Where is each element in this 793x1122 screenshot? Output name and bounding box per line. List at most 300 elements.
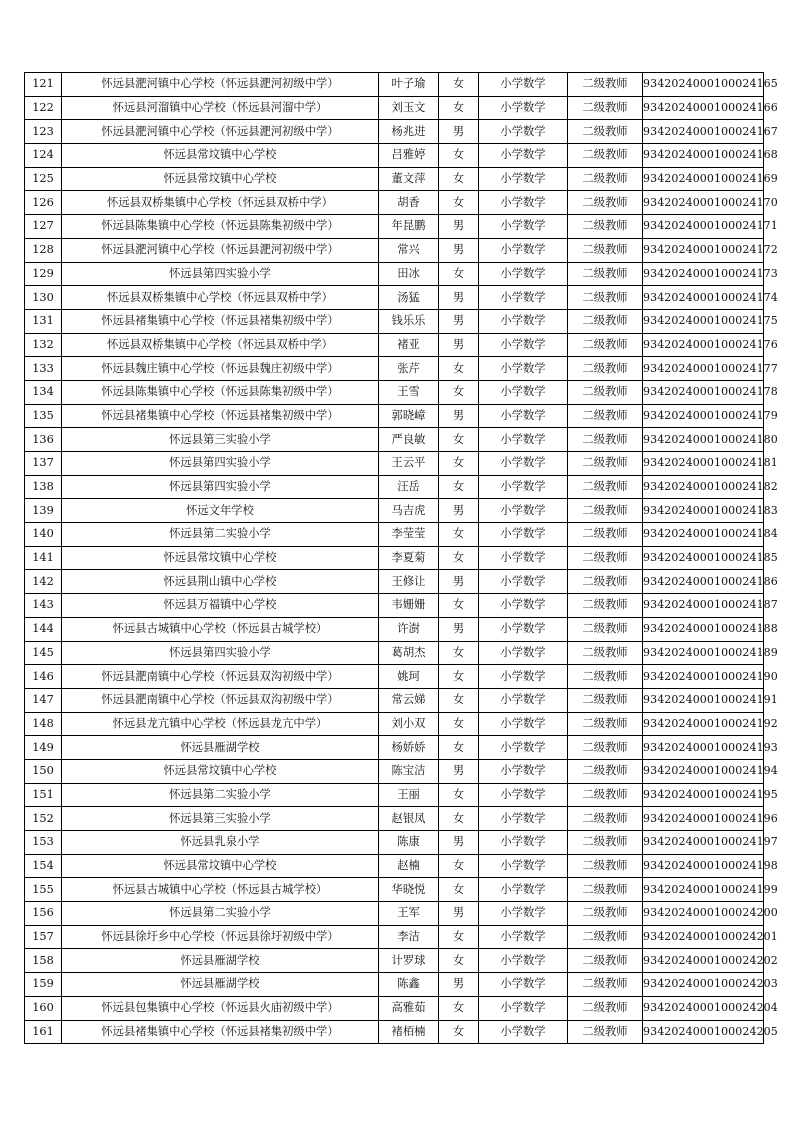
gender-cell: 女: [439, 167, 479, 191]
subject-cell: 小学数学: [479, 1020, 568, 1044]
row-number-cell: 130: [25, 286, 62, 310]
certificate-number-cell: 9342024000100024195: [643, 783, 764, 807]
title-cell: 二级教师: [568, 523, 643, 547]
subject-cell: 小学数学: [479, 878, 568, 902]
row-number-cell: 147: [25, 688, 62, 712]
gender-cell: 女: [439, 996, 479, 1020]
school-cell: 怀远县古城镇中心学校（怀远县古城学校）: [62, 617, 379, 641]
school-cell: 怀远县魏庄镇中心学校（怀远县魏庄初级中学）: [62, 357, 379, 381]
gender-cell: 女: [439, 712, 479, 736]
row-number-cell: 141: [25, 546, 62, 570]
table-row: [25, 570, 764, 594]
certificate-number-cell: 9342024000100024192: [643, 712, 764, 736]
gender-cell: 男: [439, 902, 479, 926]
gender-cell: 男: [439, 309, 479, 333]
title-cell: 二级教师: [568, 96, 643, 120]
certificate-number-cell: 9342024000100024174: [643, 286, 764, 310]
name-cell: 王雪: [379, 380, 439, 404]
name-cell: 陈康: [379, 831, 439, 855]
school-cell: 怀远县淝河镇中心学校（怀远县淝河初级中学）: [62, 238, 379, 262]
gender-cell: 女: [439, 878, 479, 902]
title-cell: 二级教师: [568, 309, 643, 333]
row-number-cell: 126: [25, 191, 62, 215]
school-cell: 怀远县淝河镇中心学校（怀远县淝河初级中学）: [62, 120, 379, 144]
name-cell: 李夏菊: [379, 546, 439, 570]
row-number-cell: 156: [25, 902, 62, 926]
title-cell: 二级教师: [568, 570, 643, 594]
row-number-cell: 161: [25, 1020, 62, 1044]
certificate-number-cell: 9342024000100024171: [643, 215, 764, 239]
table-row: [25, 452, 764, 476]
row-number-cell: 132: [25, 333, 62, 357]
certificate-number-cell: 9342024000100024179: [643, 404, 764, 428]
table-row: [25, 262, 764, 286]
title-cell: 二级教师: [568, 783, 643, 807]
teacher-list-table-container: [24, 72, 778, 1044]
certificate-number-cell: 9342024000100024168: [643, 144, 764, 168]
certificate-number-cell: 9342024000100024185: [643, 546, 764, 570]
title-cell: 二级教师: [568, 831, 643, 855]
certificate-number-cell: 9342024000100024203: [643, 973, 764, 997]
school-cell: 怀远县淝南镇中心学校（怀远县双沟初级中学）: [62, 665, 379, 689]
name-cell: 严良敏: [379, 428, 439, 452]
gender-cell: 男: [439, 617, 479, 641]
table-row: [25, 617, 764, 641]
subject-cell: 小学数学: [479, 262, 568, 286]
certificate-number-cell: 9342024000100024191: [643, 688, 764, 712]
table-row: [25, 144, 764, 168]
title-cell: 二级教师: [568, 807, 643, 831]
row-number-cell: 133: [25, 357, 62, 381]
table-row: [25, 191, 764, 215]
subject-cell: 小学数学: [479, 380, 568, 404]
name-cell: 王修让: [379, 570, 439, 594]
school-cell: 怀远县徐圩乡中心学校（怀远县徐圩初级中学）: [62, 925, 379, 949]
title-cell: 二级教师: [568, 262, 643, 286]
row-number-cell: 136: [25, 428, 62, 452]
name-cell: 高雅茹: [379, 996, 439, 1020]
gender-cell: 女: [439, 783, 479, 807]
certificate-number-cell: 9342024000100024190: [643, 665, 764, 689]
name-cell: 王军: [379, 902, 439, 926]
row-number-cell: 152: [25, 807, 62, 831]
row-number-cell: 123: [25, 120, 62, 144]
certificate-number-cell: 9342024000100024184: [643, 523, 764, 547]
school-cell: 怀远县第四实验小学: [62, 475, 379, 499]
subject-cell: 小学数学: [479, 736, 568, 760]
gender-cell: 女: [439, 191, 479, 215]
name-cell: 杨娇娇: [379, 736, 439, 760]
certificate-number-cell: 9342024000100024173: [643, 262, 764, 286]
school-cell: 怀远县常坟镇中心学校: [62, 854, 379, 878]
title-cell: 二级教师: [568, 215, 643, 239]
title-cell: 二级教师: [568, 191, 643, 215]
subject-cell: 小学数学: [479, 641, 568, 665]
title-cell: 二级教师: [568, 688, 643, 712]
table-row: [25, 238, 764, 262]
name-cell: 王云平: [379, 452, 439, 476]
row-number-cell: 145: [25, 641, 62, 665]
name-cell: 华晓悦: [379, 878, 439, 902]
title-cell: 二级教师: [568, 641, 643, 665]
school-cell: 怀远县双桥集镇中心学校（怀远县双桥中学）: [62, 286, 379, 310]
gender-cell: 男: [439, 973, 479, 997]
table-row: [25, 286, 764, 310]
name-cell: 褚栢楠: [379, 1020, 439, 1044]
table-row: [25, 665, 764, 689]
row-number-cell: 127: [25, 215, 62, 239]
row-number-cell: 143: [25, 594, 62, 618]
gender-cell: 女: [439, 262, 479, 286]
row-number-cell: 160: [25, 996, 62, 1020]
certificate-number-cell: 9342024000100024188: [643, 617, 764, 641]
subject-cell: 小学数学: [479, 286, 568, 310]
table-row: [25, 594, 764, 618]
name-cell: 马吉虎: [379, 499, 439, 523]
table-row: [25, 902, 764, 926]
table-row: [25, 120, 764, 144]
table-row: [25, 73, 764, 97]
title-cell: 二级教师: [568, 1020, 643, 1044]
row-number-cell: 124: [25, 144, 62, 168]
certificate-number-cell: 9342024000100024166: [643, 96, 764, 120]
certificate-number-cell: 9342024000100024187: [643, 594, 764, 618]
school-cell: 怀远县褚集镇中心学校（怀远县褚集初级中学）: [62, 1020, 379, 1044]
certificate-number-cell: 9342024000100024205: [643, 1020, 764, 1044]
certificate-number-cell: 9342024000100024177: [643, 357, 764, 381]
gender-cell: 女: [439, 807, 479, 831]
subject-cell: 小学数学: [479, 167, 568, 191]
certificate-number-cell: 9342024000100024196: [643, 807, 764, 831]
gender-cell: 男: [439, 404, 479, 428]
gender-cell: 男: [439, 831, 479, 855]
subject-cell: 小学数学: [479, 712, 568, 736]
gender-cell: 男: [439, 759, 479, 783]
table-row: [25, 712, 764, 736]
school-cell: 怀远县褚集镇中心学校（怀远县褚集初级中学）: [62, 309, 379, 333]
title-cell: 二级教师: [568, 759, 643, 783]
school-cell: 怀远县常坟镇中心学校: [62, 144, 379, 168]
school-cell: 怀远县雁湖学校: [62, 973, 379, 997]
subject-cell: 小学数学: [479, 807, 568, 831]
row-number-cell: 150: [25, 759, 62, 783]
school-cell: 怀远县双桥集镇中心学校（怀远县双桥中学）: [62, 333, 379, 357]
subject-cell: 小学数学: [479, 333, 568, 357]
table-row: [25, 736, 764, 760]
certificate-number-cell: 9342024000100024197: [643, 831, 764, 855]
school-cell: 怀远县淝河镇中心学校（怀远县淝河初级中学）: [62, 73, 379, 97]
certificate-number-cell: 9342024000100024193: [643, 736, 764, 760]
row-number-cell: 134: [25, 380, 62, 404]
name-cell: 陈鑫: [379, 973, 439, 997]
row-number-cell: 159: [25, 973, 62, 997]
table-row: [25, 783, 764, 807]
name-cell: 钱乐乐: [379, 309, 439, 333]
table-row: [25, 641, 764, 665]
gender-cell: 男: [439, 286, 479, 310]
table-row: [25, 523, 764, 547]
subject-cell: 小学数学: [479, 428, 568, 452]
gender-cell: 男: [439, 570, 479, 594]
gender-cell: 女: [439, 1020, 479, 1044]
table-row: [25, 925, 764, 949]
table-row: [25, 546, 764, 570]
table-row: [25, 428, 764, 452]
certificate-number-cell: 9342024000100024167: [643, 120, 764, 144]
gender-cell: 女: [439, 546, 479, 570]
name-cell: 许澍: [379, 617, 439, 641]
row-number-cell: 128: [25, 238, 62, 262]
certificate-number-cell: 9342024000100024189: [643, 641, 764, 665]
gender-cell: 女: [439, 665, 479, 689]
name-cell: 杨兆进: [379, 120, 439, 144]
title-cell: 二级教师: [568, 73, 643, 97]
table-row: [25, 404, 764, 428]
school-cell: 怀远县陈集镇中心学校（怀远县陈集初级中学）: [62, 380, 379, 404]
name-cell: 张芹: [379, 357, 439, 381]
school-cell: 怀远县河溜镇中心学校（怀远县河溜中学）: [62, 96, 379, 120]
gender-cell: 男: [439, 499, 479, 523]
table-row: [25, 499, 764, 523]
subject-cell: 小学数学: [479, 73, 568, 97]
subject-cell: 小学数学: [479, 309, 568, 333]
title-cell: 二级教师: [568, 546, 643, 570]
row-number-cell: 153: [25, 831, 62, 855]
certificate-number-cell: 9342024000100024200: [643, 902, 764, 926]
certificate-number-cell: 9342024000100024182: [643, 475, 764, 499]
name-cell: 胡香: [379, 191, 439, 215]
title-cell: 二级教师: [568, 452, 643, 476]
table-row: [25, 333, 764, 357]
name-cell: 葛胡杰: [379, 641, 439, 665]
table-row: [25, 167, 764, 191]
title-cell: 二级教师: [568, 973, 643, 997]
title-cell: 二级教师: [568, 949, 643, 973]
row-number-cell: 138: [25, 475, 62, 499]
subject-cell: 小学数学: [479, 96, 568, 120]
name-cell: 常云娣: [379, 688, 439, 712]
certificate-number-cell: 9342024000100024169: [643, 167, 764, 191]
row-number-cell: 129: [25, 262, 62, 286]
name-cell: 汤猛: [379, 286, 439, 310]
school-cell: 怀远县常坟镇中心学校: [62, 759, 379, 783]
subject-cell: 小学数学: [479, 215, 568, 239]
name-cell: 汪岳: [379, 475, 439, 499]
subject-cell: 小学数学: [479, 902, 568, 926]
subject-cell: 小学数学: [479, 144, 568, 168]
school-cell: 怀远县龙亢镇中心学校（怀远县龙亢中学）: [62, 712, 379, 736]
certificate-number-cell: 9342024000100024175: [643, 309, 764, 333]
certificate-number-cell: 9342024000100024183: [643, 499, 764, 523]
school-cell: 怀远县第二实验小学: [62, 902, 379, 926]
row-number-cell: 151: [25, 783, 62, 807]
subject-cell: 小学数学: [479, 996, 568, 1020]
title-cell: 二级教师: [568, 167, 643, 191]
school-cell: 怀远县第四实验小学: [62, 262, 379, 286]
row-number-cell: 142: [25, 570, 62, 594]
certificate-number-cell: 9342024000100024181: [643, 452, 764, 476]
row-number-cell: 146: [25, 665, 62, 689]
school-cell: 怀远文年学校: [62, 499, 379, 523]
title-cell: 二级教师: [568, 357, 643, 381]
subject-cell: 小学数学: [479, 475, 568, 499]
school-cell: 怀远县第二实验小学: [62, 523, 379, 547]
gender-cell: 女: [439, 73, 479, 97]
row-number-cell: 139: [25, 499, 62, 523]
school-cell: 怀远县常坟镇中心学校: [62, 546, 379, 570]
certificate-number-cell: 9342024000100024180: [643, 428, 764, 452]
name-cell: 计罗球: [379, 949, 439, 973]
teacher-list-table: [24, 72, 778, 1044]
row-number-cell: 131: [25, 309, 62, 333]
table-row: [25, 1020, 764, 1044]
school-cell: 怀远县淝南镇中心学校（怀远县双沟初级中学）: [62, 688, 379, 712]
subject-cell: 小学数学: [479, 854, 568, 878]
name-cell: 陈宝洁: [379, 759, 439, 783]
certificate-number-cell: 9342024000100024178: [643, 380, 764, 404]
gender-cell: 女: [439, 357, 479, 381]
subject-cell: 小学数学: [479, 925, 568, 949]
title-cell: 二级教师: [568, 878, 643, 902]
gender-cell: 女: [439, 949, 479, 973]
school-cell: 怀远县第四实验小学: [62, 452, 379, 476]
gender-cell: 女: [439, 688, 479, 712]
title-cell: 二级教师: [568, 428, 643, 452]
row-number-cell: 157: [25, 925, 62, 949]
school-cell: 怀远县乳泉小学: [62, 831, 379, 855]
gender-cell: 女: [439, 475, 479, 499]
school-cell: 怀远县万福镇中心学校: [62, 594, 379, 618]
school-cell: 怀远县荆山镇中心学校: [62, 570, 379, 594]
table-row: [25, 949, 764, 973]
title-cell: 二级教师: [568, 854, 643, 878]
gender-cell: 女: [439, 144, 479, 168]
subject-cell: 小学数学: [479, 238, 568, 262]
row-number-cell: 135: [25, 404, 62, 428]
name-cell: 李莹莹: [379, 523, 439, 547]
table-row: [25, 357, 764, 381]
name-cell: 姚珂: [379, 665, 439, 689]
name-cell: 刘玉文: [379, 96, 439, 120]
title-cell: 二级教师: [568, 902, 643, 926]
subject-cell: 小学数学: [479, 499, 568, 523]
certificate-number-cell: 9342024000100024170: [643, 191, 764, 215]
school-cell: 怀远县雁湖学校: [62, 949, 379, 973]
subject-cell: 小学数学: [479, 357, 568, 381]
table-row: [25, 759, 764, 783]
certificate-number-cell: 9342024000100024172: [643, 238, 764, 262]
subject-cell: 小学数学: [479, 783, 568, 807]
title-cell: 二级教师: [568, 286, 643, 310]
school-cell: 怀远县第三实验小学: [62, 807, 379, 831]
row-number-cell: 155: [25, 878, 62, 902]
table-row: [25, 854, 764, 878]
name-cell: 叶子瑜: [379, 73, 439, 97]
subject-cell: 小学数学: [479, 523, 568, 547]
school-cell: 怀远县雁湖学校: [62, 736, 379, 760]
title-cell: 二级教师: [568, 404, 643, 428]
school-cell: 怀远县常坟镇中心学校: [62, 167, 379, 191]
gender-cell: 女: [439, 736, 479, 760]
row-number-cell: 154: [25, 854, 62, 878]
certificate-number-cell: 9342024000100024202: [643, 949, 764, 973]
row-number-cell: 158: [25, 949, 62, 973]
title-cell: 二级教师: [568, 925, 643, 949]
name-cell: 年昆鹏: [379, 215, 439, 239]
certificate-number-cell: 9342024000100024194: [643, 759, 764, 783]
row-number-cell: 149: [25, 736, 62, 760]
title-cell: 二级教师: [568, 736, 643, 760]
subject-cell: 小学数学: [479, 452, 568, 476]
school-cell: 怀远县第二实验小学: [62, 783, 379, 807]
title-cell: 二级教师: [568, 475, 643, 499]
row-number-cell: 122: [25, 96, 62, 120]
row-number-cell: 144: [25, 617, 62, 641]
school-cell: 怀远县包集镇中心学校（怀远县火庙初级中学）: [62, 996, 379, 1020]
name-cell: 吕雅婷: [379, 144, 439, 168]
gender-cell: 女: [439, 925, 479, 949]
row-number-cell: 140: [25, 523, 62, 547]
school-cell: 怀远县双桥集镇中心学校（怀远县双桥中学）: [62, 191, 379, 215]
name-cell: 褚亚: [379, 333, 439, 357]
gender-cell: 女: [439, 96, 479, 120]
gender-cell: 女: [439, 428, 479, 452]
title-cell: 二级教师: [568, 594, 643, 618]
certificate-number-cell: 9342024000100024186: [643, 570, 764, 594]
table-row: [25, 215, 764, 239]
title-cell: 二级教师: [568, 120, 643, 144]
table-row: [25, 996, 764, 1020]
title-cell: 二级教师: [568, 333, 643, 357]
name-cell: 田冰: [379, 262, 439, 286]
school-cell: 怀远县褚集镇中心学校（怀远县褚集初级中学）: [62, 404, 379, 428]
name-cell: 赵银凤: [379, 807, 439, 831]
title-cell: 二级教师: [568, 665, 643, 689]
school-cell: 怀远县古城镇中心学校（怀远县古城学校）: [62, 878, 379, 902]
table-row: [25, 475, 764, 499]
gender-cell: 女: [439, 641, 479, 665]
title-cell: 二级教师: [568, 238, 643, 262]
name-cell: 常兴: [379, 238, 439, 262]
subject-cell: 小学数学: [479, 191, 568, 215]
table-row: [25, 309, 764, 333]
title-cell: 二级教师: [568, 712, 643, 736]
gender-cell: 男: [439, 238, 479, 262]
title-cell: 二级教师: [568, 144, 643, 168]
name-cell: 郭晓嶂: [379, 404, 439, 428]
certificate-number-cell: 9342024000100024176: [643, 333, 764, 357]
name-cell: 韦姗姗: [379, 594, 439, 618]
row-number-cell: 121: [25, 73, 62, 97]
subject-cell: 小学数学: [479, 759, 568, 783]
title-cell: 二级教师: [568, 617, 643, 641]
row-number-cell: 125: [25, 167, 62, 191]
subject-cell: 小学数学: [479, 546, 568, 570]
row-number-cell: 137: [25, 452, 62, 476]
name-cell: 赵楠: [379, 854, 439, 878]
title-cell: 二级教师: [568, 996, 643, 1020]
table-row: [25, 973, 764, 997]
gender-cell: 男: [439, 333, 479, 357]
name-cell: 王丽: [379, 783, 439, 807]
gender-cell: 女: [439, 523, 479, 547]
gender-cell: 女: [439, 854, 479, 878]
subject-cell: 小学数学: [479, 665, 568, 689]
school-cell: 怀远县第三实验小学: [62, 428, 379, 452]
subject-cell: 小学数学: [479, 949, 568, 973]
gender-cell: 男: [439, 120, 479, 144]
gender-cell: 女: [439, 380, 479, 404]
